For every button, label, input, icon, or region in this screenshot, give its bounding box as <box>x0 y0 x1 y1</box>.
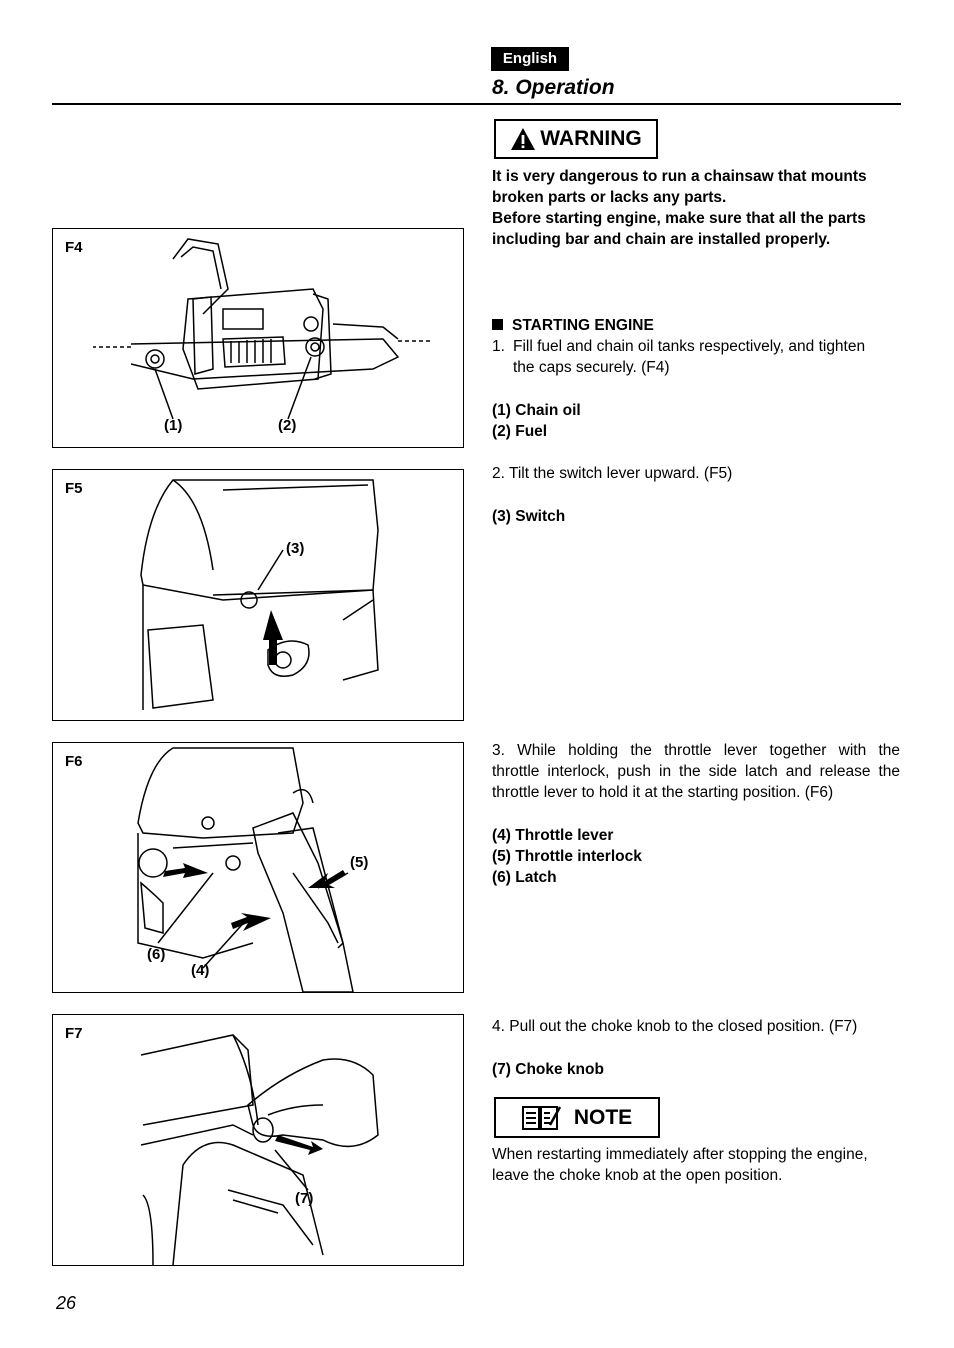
part-item: (5) Throttle interlock <box>492 848 642 865</box>
switch-lever-illustration <box>53 470 463 720</box>
callout-5: (5) <box>350 854 369 871</box>
heading-text: STARTING ENGINE <box>512 317 654 334</box>
callout-1: (1) <box>164 417 183 434</box>
callout-4: (4) <box>191 962 210 979</box>
language-tag: English <box>491 47 569 71</box>
part-item: (1) Chain oil <box>492 402 581 419</box>
figure-label: F6 <box>65 753 83 770</box>
callout-2: (2) <box>278 417 297 434</box>
note-book-icon <box>522 1105 562 1131</box>
part-item: (7) Choke knob <box>492 1061 604 1078</box>
part-item: (6) Latch <box>492 869 557 886</box>
note-line: When restarting immediately after stopping the engine, <box>492 1146 868 1163</box>
figure-label: F5 <box>65 480 83 497</box>
note-box <box>494 1097 660 1138</box>
parts-list-3 <box>492 825 642 888</box>
figure-f7 <box>52 1014 464 1266</box>
step-line: 3. While holding the throttle lever together with the <box>492 742 900 759</box>
step-number: 1. <box>492 338 505 355</box>
warning-triangle-icon <box>510 127 536 151</box>
parts-list-2 <box>492 506 565 527</box>
step-line: Fill fuel and chain oil tanks respectively, and tighten <box>513 338 866 355</box>
figure-f6 <box>52 742 464 993</box>
parts-list-4 <box>492 1059 604 1080</box>
throttle-latch-illustration <box>53 743 463 992</box>
part-item: (2) Fuel <box>492 423 548 440</box>
warning-line: It is very dangerous to run a chainsaw that mounts <box>492 168 867 185</box>
step-line: throttle lever to hold it at the starting position. (F6) <box>492 784 834 801</box>
choke-knob-illustration <box>53 1015 463 1265</box>
step-line: the caps securely. (F4) <box>513 359 670 376</box>
note-line: leave the choke knob at the open position. <box>492 1167 783 1184</box>
parts-list-1 <box>492 400 581 442</box>
figure-label: F4 <box>65 239 83 256</box>
starting-engine-heading <box>492 315 654 336</box>
part-item: (4) Throttle lever <box>492 827 614 844</box>
warning-line: including bar and chain are installed properly. <box>492 231 831 248</box>
note-text <box>492 1144 902 1186</box>
part-item: (3) Switch <box>492 508 566 525</box>
step-4: 4. Pull out the choke knob to the closed position. (F7) <box>492 1018 858 1035</box>
figure-f5 <box>52 469 464 721</box>
bullet-square-icon <box>492 319 503 330</box>
warning-line: Before starting engine, make sure that all the parts <box>492 210 866 227</box>
callout-3: (3) <box>286 540 305 557</box>
step-line: throttle interlock, push in the side latch and release the <box>492 763 900 780</box>
step-2: 2. Tilt the switch lever upward. (F5) <box>492 465 733 482</box>
step-3 <box>492 740 900 803</box>
warning-box <box>494 119 658 159</box>
header-rule <box>52 103 901 105</box>
step-1 <box>492 336 902 378</box>
note-label: NOTE <box>573 1105 633 1129</box>
figure-f4 <box>52 228 464 448</box>
figure-label: F7 <box>65 1025 83 1042</box>
warning-label: WARNING <box>540 127 642 150</box>
page-number: 26 <box>56 1293 77 1313</box>
callout-6: (6) <box>147 946 166 963</box>
warning-text <box>492 166 902 250</box>
section-title: 8. Operation <box>492 76 615 99</box>
warning-line: broken parts or lacks any parts. <box>492 189 727 206</box>
callout-7: (7) <box>295 1190 314 1207</box>
chainsaw-fuel-oil-illustration <box>53 229 463 447</box>
